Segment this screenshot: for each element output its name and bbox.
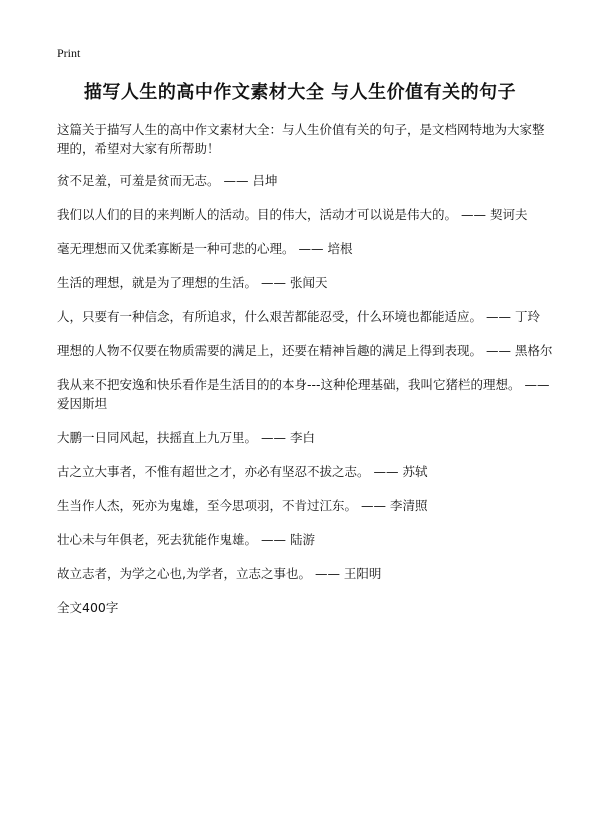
quote-paragraph: 壮心未与年俱老，死去犹能作鬼雄。 —— 陆游 [57, 532, 315, 547]
quote-paragraph: 毫无理想而又优柔寡断是一种可悲的心理。 —— 培根 [57, 241, 353, 256]
quote-paragraph: 古之立大事者，不惟有超世之才，亦必有坚忍不拔之志。 —— 苏轼 [57, 464, 428, 479]
quote-paragraph: 我们以人们的目的来判断人的活动。目的伟大，活动才可以说是伟大的。 —— 契诃夫 [57, 207, 528, 222]
quote-paragraph: 我从来不把安逸和快乐看作是生活目的的本身---这种伦理基础，我叫它猪栏的理想。 —— 爱因斯坦 [57, 377, 550, 411]
article-body [57, 120, 553, 632]
quote-paragraph: 生当作人杰，死亦为鬼雄，至今思项羽，不肯过江东。 —— 李清照 [57, 498, 428, 513]
page-title: 描写人生的高中作文素材大全 与人生价值有关的句子 [83, 82, 517, 103]
quote-paragraph: 贫不足羞，可羞是贫而无志。 —— 吕坤 [57, 173, 278, 188]
quote-paragraph: 理想的人物不仅要在物质需要的满足上，还要在精神旨趣的满足上得到表现。 —— 黑格尔 [57, 343, 553, 358]
word-count: 全文400字 [57, 600, 119, 615]
print-link[interactable]: Print [57, 46, 81, 60]
intro-paragraph: 这篇关于描写人生的高中作文素材大全：与人生价值有关的句子，是文档网特地为大家整理的，希望对大家有所帮助！ [57, 122, 545, 156]
quote-paragraph: 故立志者，为学之心也,为学者，立志之事也。 —— 王阳明 [57, 566, 382, 581]
quote-paragraph: 生活的理想，就是为了理想的生活。 —— 张闻天 [57, 275, 328, 290]
quote-paragraph: 人，只要有一种信念，有所追求，什么艰苦都能忍受，什么环境也都能适应。 —— 丁玲 [57, 309, 540, 324]
quote-paragraph: 大鹏一日同风起，扶摇直上九万里。 —— 李白 [57, 430, 315, 445]
